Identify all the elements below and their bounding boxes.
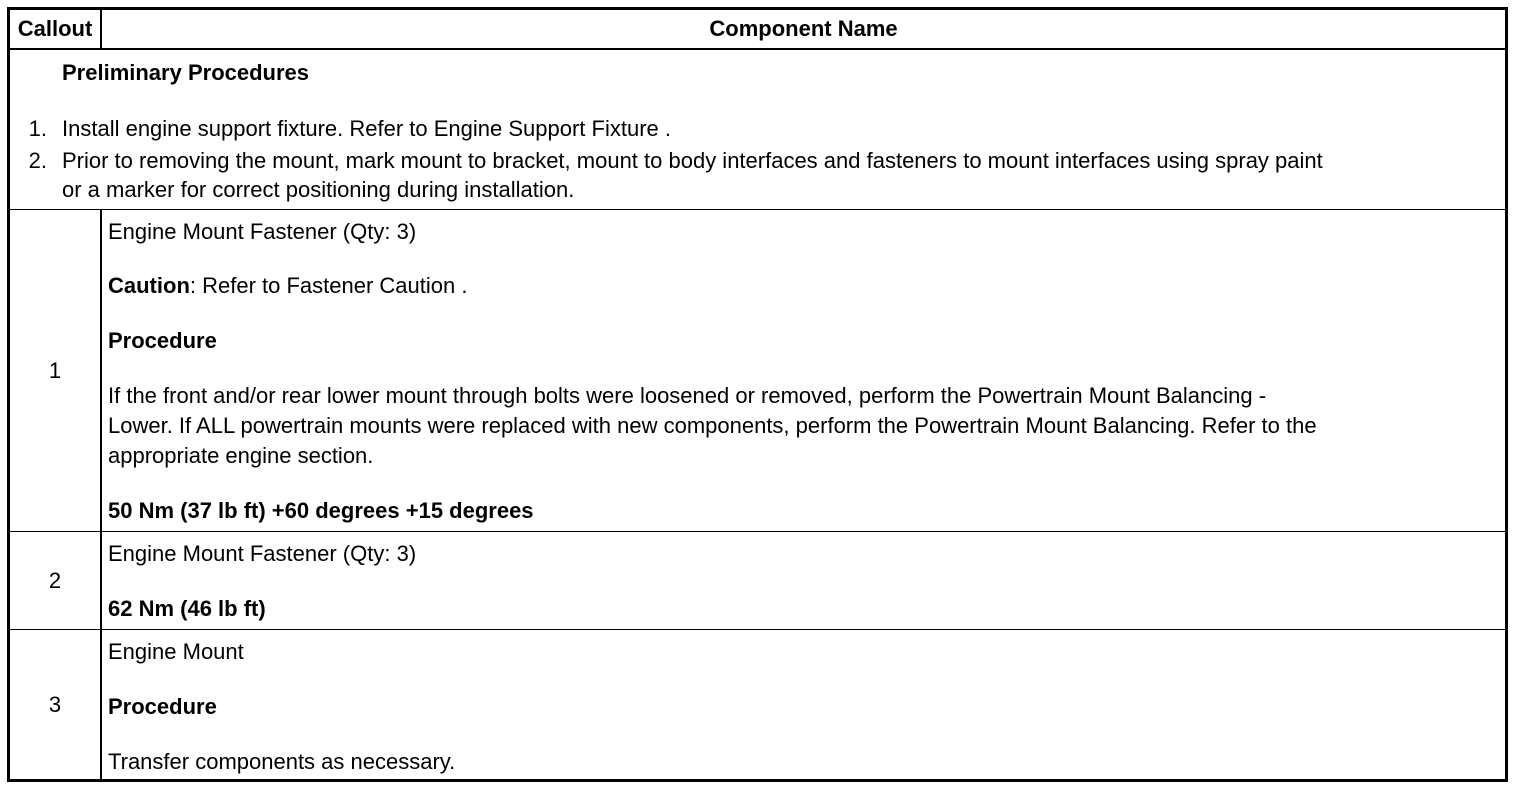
torque-spec: 50 Nm (37 lb ft) +60 degrees +15 degrees [108,498,534,523]
component-cell [102,532,1505,630]
step-text: Prior to removing the mount, mark mount to bracket, mount to body interfaces and fasteners to mount interfaces using spray paint [62,148,1323,173]
component-name: Engine Mount Fastener (Qty: 3) [108,541,417,566]
component-table [7,7,1508,782]
callout-number: 3 [10,630,102,780]
procedure-text: Lower. If ALL powertrain mounts were replaced with new components, perform the Powertrain Mount Balancing. Refer to the [108,413,1317,438]
torque-spec: 62 Nm (46 lb ft) [108,596,266,621]
preliminary-title: Preliminary Procedures [62,60,310,85]
preliminary-procedures-row [10,48,1505,210]
callout-number: 2 [10,532,102,630]
component-name: Engine Mount Fastener (Qty: 3) [108,219,417,244]
table-row [10,531,1505,630]
step-number: 2. [28,148,47,173]
component-cell [102,210,1505,532]
header-component-name: Component Name [709,16,898,41]
step-text-continued: or a marker for correct positioning during installation. [62,177,575,202]
component-name: Engine Mount [108,639,244,664]
caution-text: : Refer to Fastener Caution . [189,273,468,298]
header-callout: Callout [10,10,102,48]
callout-number: 1 [10,210,102,532]
step-number: 1. [28,116,47,141]
procedure-text: Transfer components as necessary. [108,749,456,774]
step-text: Install engine support fixture. Refer to Engine Support Fixture . [62,116,671,141]
table-row [10,629,1505,780]
table-row [10,209,1505,532]
component-cell [102,630,1505,780]
table-header-row [10,10,1505,48]
caution-line [108,273,467,299]
caution-label: Caution [108,273,190,298]
procedure-label: Procedure [108,694,217,719]
procedure-text: If the front and/or rear lower mount through bolts were loosened or removed, perform the Powertrain Mount Balancing - [108,383,1267,408]
procedure-label: Procedure [108,328,217,353]
preliminary-procedures [10,50,1505,210]
procedure-text: appropriate engine section. [108,443,374,468]
